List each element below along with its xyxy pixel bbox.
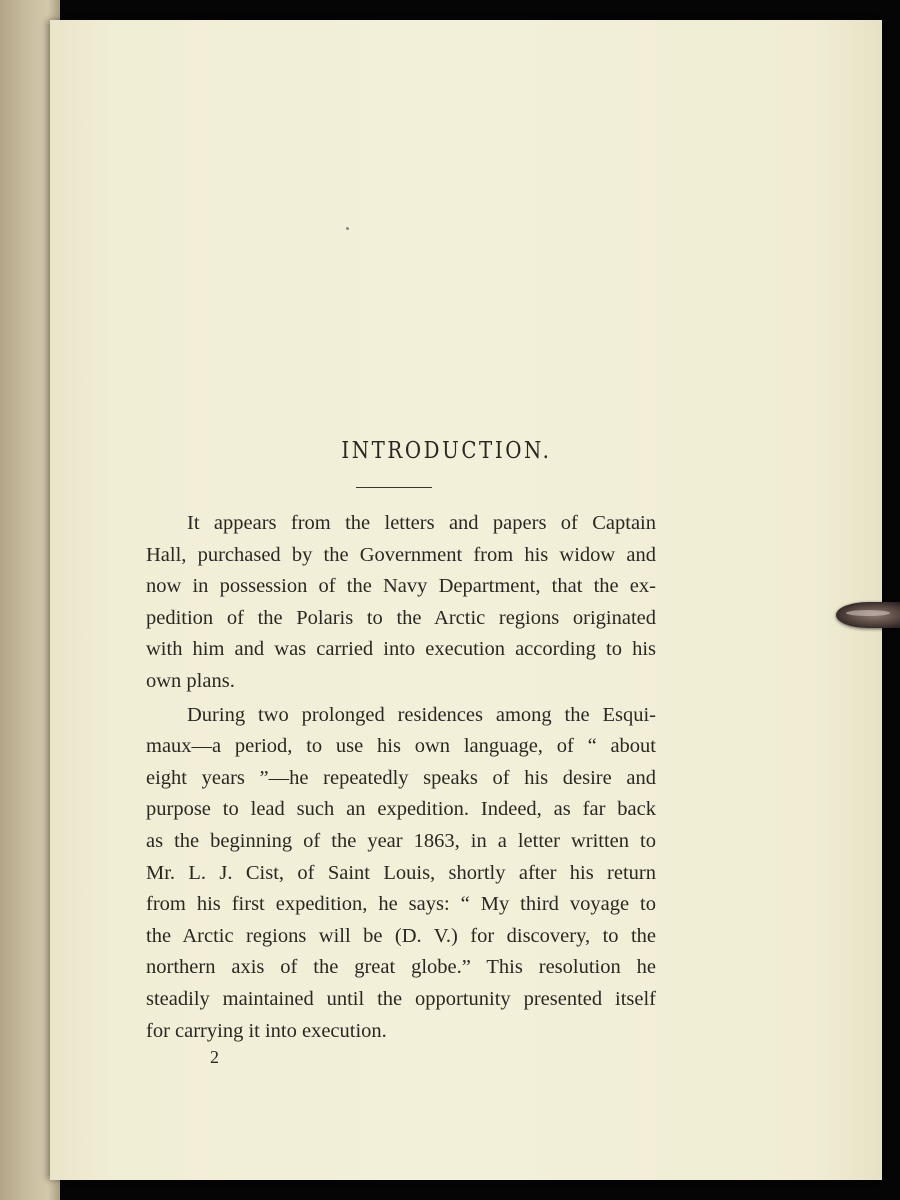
paragraph-1 [146, 508, 656, 698]
page-number: 2 [210, 1047, 219, 1067]
text-line: steadily maintained until the opportunity presented itself [146, 987, 656, 1010]
page-title: INTRODUCTION. [341, 438, 552, 464]
paper-speck [346, 227, 349, 230]
text-line: Mr. L. J. Cist, of Saint Louis, shortly after his return [146, 861, 656, 884]
book-page [50, 20, 882, 1180]
text-line: It appears from the letters and papers of Captain [187, 512, 656, 534]
text-line: pedition of the Polaris to the Arctic regions originated [146, 606, 656, 629]
text-line: eight years ”—he repeatedly speaks of his desire and [146, 766, 656, 789]
body-text [146, 508, 656, 1047]
title-rule [356, 487, 432, 488]
text-line: During two prolonged residences among the Esqui- [187, 703, 656, 726]
text-line: for carrying it into execution. [146, 1019, 387, 1042]
paragraph-2 [146, 700, 656, 1048]
text-line: from his first expedition, he says: “ My third voyage to [146, 893, 656, 916]
text-line: now in possession of the Navy Department, that the ex- [146, 575, 656, 598]
text-line: maux—a period, to use his own language, of “ about [146, 735, 656, 758]
bookmark-highlight [846, 610, 890, 616]
text-line: as the beginning of the year 1863, in a letter written to [146, 829, 656, 852]
text-line: the Arctic regions will be (D. V.) for discovery, to the [146, 924, 656, 947]
text-line: own plans. [146, 669, 235, 692]
text-line: purpose to lead such an expedition. Indeed, as far back [146, 798, 656, 821]
text-line: northern axis of the great globe.” This resolution he [146, 956, 656, 979]
text-line: Hall, purchased by the Government from his widow and [146, 543, 656, 566]
text-line: with him and was carried into execution according to his [146, 638, 656, 661]
